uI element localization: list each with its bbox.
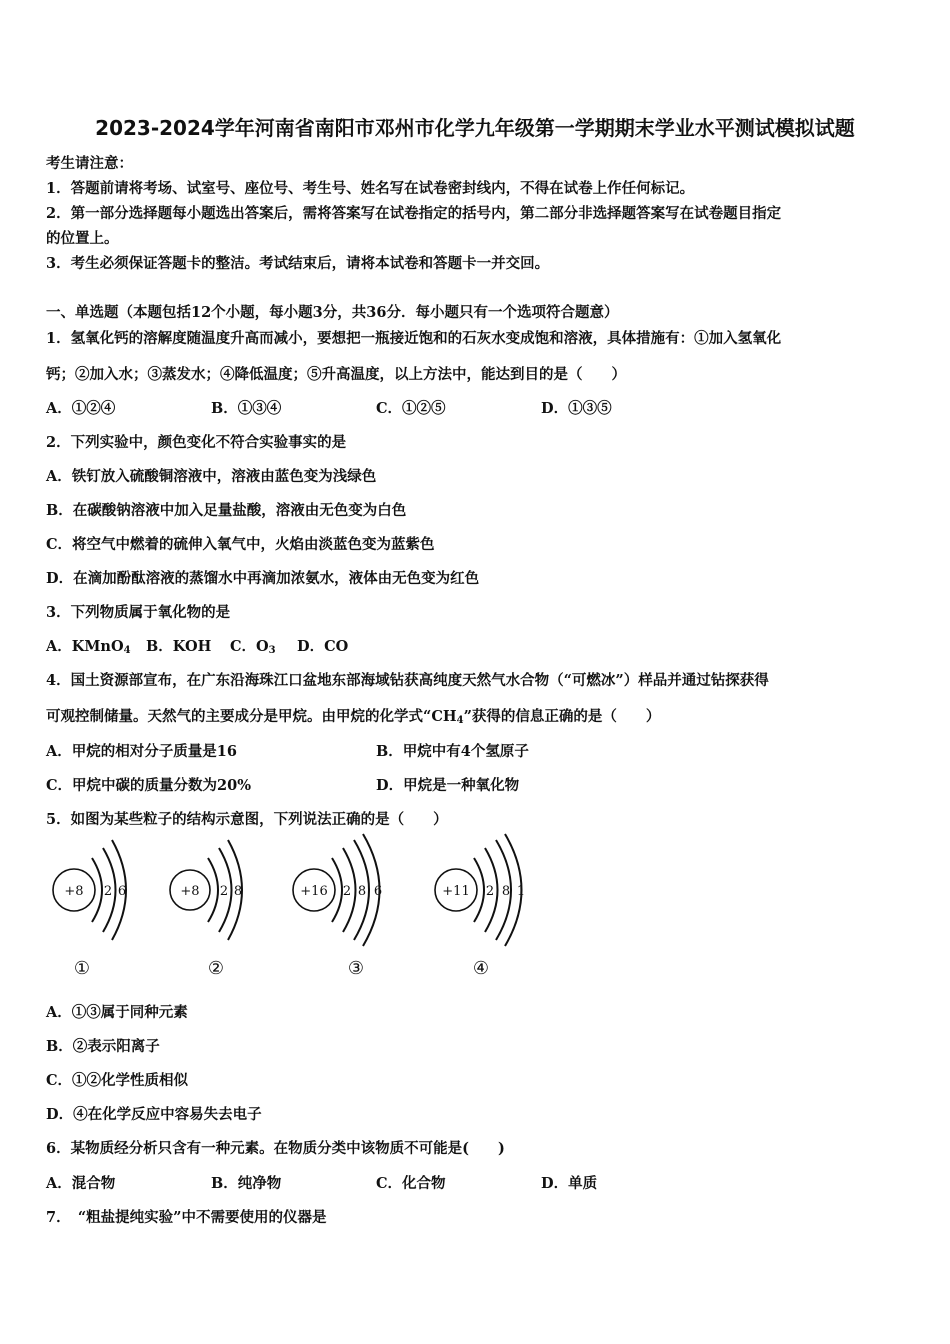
q2-option-a: A．铁钉放入硫酸铜溶液中，溶液由蓝色变为浅绿色	[46, 468, 377, 485]
q4-stem-line1: 4．国土资源部宣布，在广东沿海珠江口盆地东部海域钻获高纯度天然气水合物（“可燃冰”）样品并通过钻探获得	[46, 672, 769, 689]
nucleus-charge: +8	[180, 884, 200, 899]
particle-label: ①	[73, 958, 91, 979]
q5-option-c: C．①②化学性质相似	[46, 1072, 189, 1089]
q5-option-b: B．②表示阳离子	[46, 1038, 160, 1055]
shell-electrons: 2	[219, 884, 229, 899]
particle-label: ③	[347, 958, 365, 979]
electron-shell-arc	[474, 858, 484, 922]
shell-electrons: 8	[233, 884, 243, 899]
q1-option-a: A．①②④	[46, 400, 116, 417]
q3-option-c: C．$O_3$	[230, 638, 276, 656]
nucleus-charge: +16	[300, 884, 328, 899]
notice-item-2-cont: 的位置上。	[46, 230, 119, 247]
q6-option-a: A．混合物	[46, 1175, 116, 1192]
q1-option-d: D．①③⑤	[541, 400, 612, 417]
q2-option-d: D．在滴加酚酞溶液的蒸馏水中再滴加浓氨水，液体由无色变为红色	[46, 570, 480, 587]
section-heading: 一、单选题（本题包括12个小题，每小题3分，共36分．每小题只有一个选项符合题意）	[46, 304, 619, 321]
notice-header: 考生请注意：	[46, 155, 133, 172]
notice-item-2: 2．第一部分选择题每小题选出答案后，需将答案写在试卷指定的括号内，第二部分非选择题答案写在试卷题目指定	[46, 205, 782, 222]
particle-label: ④	[472, 958, 490, 979]
q3-option-b: B．KOH	[146, 638, 212, 655]
q1-option-b: B．①③④	[211, 400, 282, 417]
q3-option-d: D．CO	[297, 638, 349, 655]
shell-electrons: 8	[501, 884, 511, 899]
shell-electrons: 2	[342, 884, 352, 899]
q3-option-a: A．KMnO$_4$	[46, 638, 131, 656]
q4-option-d: D．甲烷是一种氧化物	[376, 777, 520, 794]
shell-electrons: 1	[516, 884, 526, 899]
q2-option-b: B．在碳酸钠溶液中加入足量盐酸，溶液由无色变为白色	[46, 502, 407, 519]
q6-option-d: D．单质	[541, 1175, 598, 1192]
shell-electrons: 8	[357, 884, 367, 899]
notice-item-3: 3．考生必须保证答题卡的整洁。考试结束后，请将本试卷和答题卡一并交回。	[46, 255, 550, 272]
q5-stem: 5．如图为某些粒子的结构示意图，下列说法正确的是（ ）	[46, 811, 448, 828]
q4-stem-line2: 可观控制储量。天然气的主要成分是甲烷。由甲烷的化学式“$CH_4$”获得的信息正确的是（ ）	[46, 708, 661, 726]
particle-4	[435, 834, 525, 979]
particle-3	[293, 834, 382, 979]
q4-option-b: B．甲烷中有4个氢原子	[376, 743, 529, 760]
q6-option-c: C．化合物	[376, 1175, 446, 1192]
shell-electrons: 2	[485, 884, 495, 899]
particle-2	[170, 840, 242, 979]
nucleus-charge: +8	[64, 884, 84, 899]
nucleus-charge: +11	[442, 884, 470, 899]
notice-item-1: 1．答题前请将考场、试室号、座位号、考生号、姓名写在试卷密封线内，不得在试卷上作任何标记。	[46, 180, 695, 197]
q1-stem-line1: 1．氢氧化钙的溶解度随温度升高而减小，要想把一瓶接近饱和的石灰水变成饱和溶液，具体措施有：①加入氢氧化	[46, 330, 782, 347]
page-title: 2023-2024学年河南省南阳市邓州市化学九年级第一学期期末学业水平测试模拟试题	[95, 116, 855, 140]
particle-label: ②	[207, 958, 225, 979]
q6-option-b: B．纯净物	[211, 1175, 282, 1192]
particle-1	[53, 840, 126, 979]
q5-option-d: D．④在化学反应中容易失去电子	[46, 1106, 262, 1123]
electron-shell-arc	[332, 858, 342, 922]
q3-stem: 3．下列物质属于氧化物的是	[46, 604, 231, 621]
q1-stem-line2: 钙；②加入水；③蒸发水；④降低温度；⑤升高温度，以上方法中，能达到目的是（ ）	[46, 366, 626, 383]
shell-electrons: 2	[103, 884, 113, 899]
q5-option-a: A．①③属于同种元素	[46, 1004, 188, 1021]
shell-electrons: 6	[373, 884, 383, 899]
electron-shell-arc	[92, 858, 102, 922]
q2-option-c: C．将空气中燃着的硫伸入氧气中，火焰由淡蓝色变为蓝紫色	[46, 536, 435, 553]
shell-electrons: 6	[117, 884, 127, 899]
particle-structure-diagram	[40, 832, 560, 982]
q4-option-c: C．甲烷中碳的质量分数为20%	[46, 777, 251, 794]
q7-stem: 7． “粗盐提纯实验”中不需要使用的仪器是	[46, 1209, 327, 1226]
q6-stem: 6．某物质经分析只含有一种元素。在物质分类中该物质不可能是( )	[46, 1140, 505, 1157]
q1-option-c: C．①②⑤	[376, 400, 446, 417]
q4-option-a: A．甲烷的相对分子质量是16	[46, 743, 237, 760]
q2-stem: 2．下列实验中，颜色变化不符合实验事实的是	[46, 434, 347, 451]
